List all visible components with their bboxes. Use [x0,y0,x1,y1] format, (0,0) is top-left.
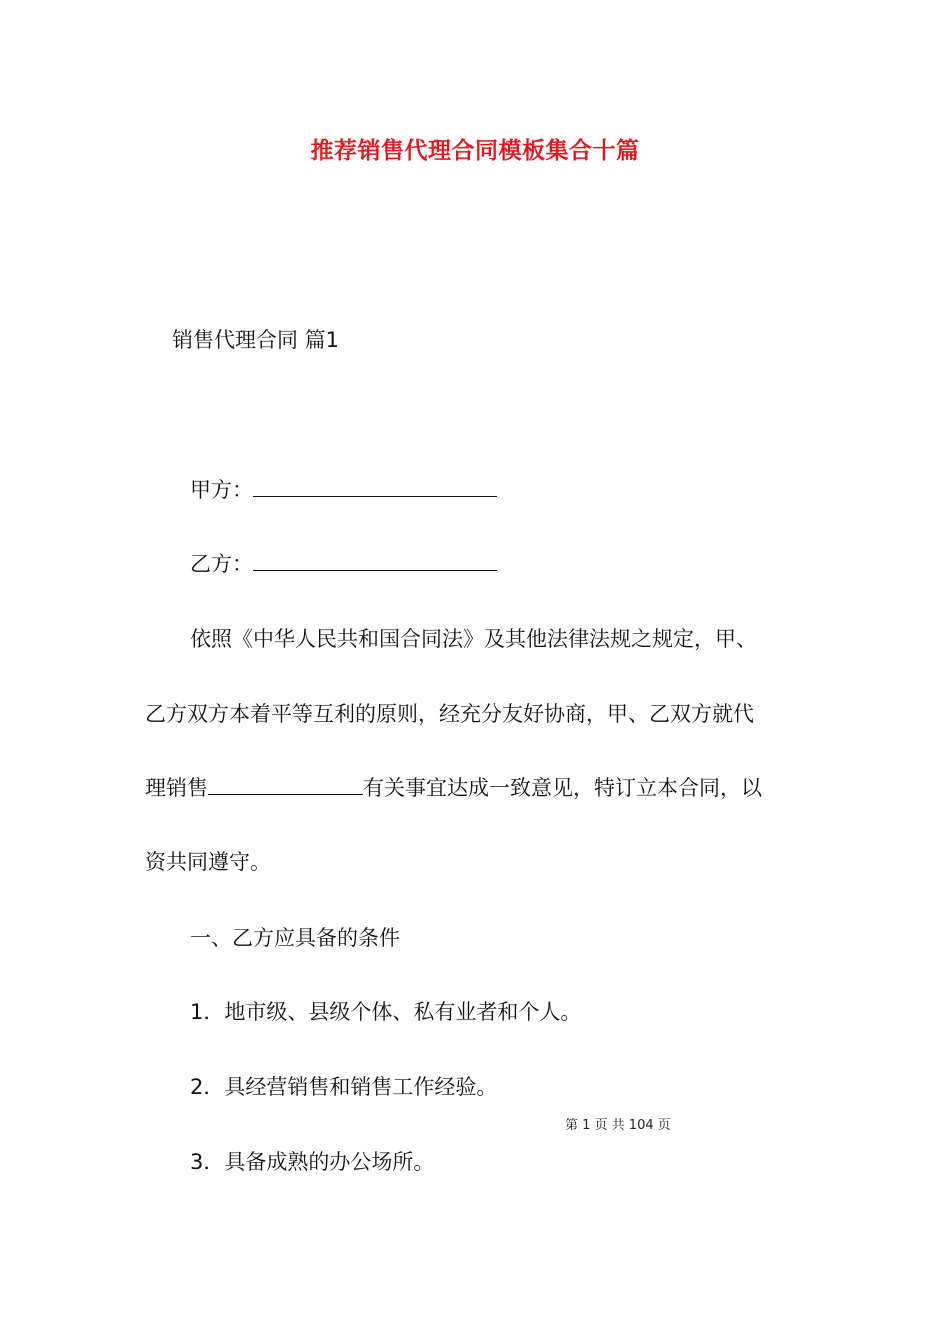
intro-line-3-suffix: 有关事宜达成一致意见，特订立本合同，以 [363,776,762,800]
page-number-footer: 第 1 页 共 104 页 [565,1118,671,1133]
party-a-line [190,476,497,504]
intro-line-1: 依照《中华人民共和国合同法》及其他法律法规之规定，甲、 [190,627,757,651]
intro-line-2: 乙方双方本着平等互利的原则，经充分友好协商，甲、乙双方就代 [145,702,754,726]
clause-1-heading: 一、乙方应具备的条件 [190,926,400,950]
party-b-label: 乙方： [190,552,253,576]
document-title: 推荐销售代理合同模板集合十篇 [310,138,640,164]
product-blank [208,774,363,795]
party-a-blank [253,476,497,497]
clause-1-item-1: 1．地市级、县级个体、私有业者和个人。 [190,1000,582,1024]
clause-1-item-3: 3．具备成熟的办公场所。 [190,1150,435,1174]
section-heading: 销售代理合同 篇1 [172,328,340,352]
clause-1-item-2: 2．具经营销售和销售工作经验。 [190,1075,498,1099]
party-a-label: 甲方： [190,478,253,502]
intro-line-4: 资共同遵守。 [145,850,271,874]
intro-line-3 [145,774,762,802]
intro-line-3-prefix: 理销售 [145,776,208,800]
party-b-line [190,550,497,578]
party-b-blank [253,550,497,571]
